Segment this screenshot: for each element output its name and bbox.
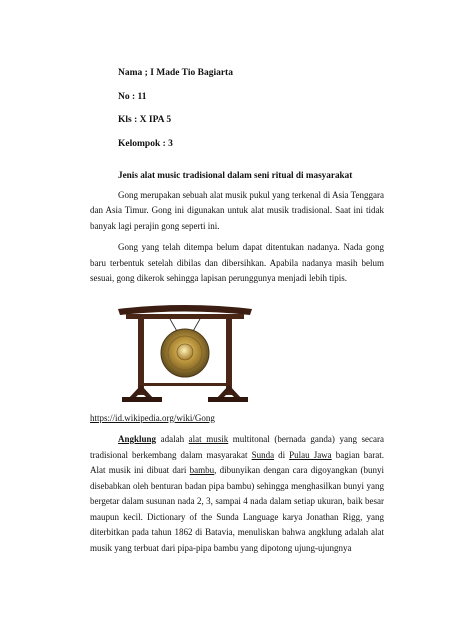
paragraph-angklung [90, 432, 384, 556]
text-segment: , dibunyikan dengan cara digoyangkan (bunyi disebabkan oleh benturan badan pipa bambu) sehingga menghasilkan bunyi yang bergetar dalam susunan nada 2, 3, sampai 4 nada dalam setiap ukuran, baik besar maupun kecil. Dictionary of the Sunda Language karya Jonathan Rigg, yang diterbitkan pada tahun 1862 di Batavia, menuliskan bahwa angklung adalah alat musik yang terbuat dari pipa-pipa bambu yang dipotong ujung-ujungnya [90, 465, 384, 553]
gong-on-stand-icon [110, 295, 260, 405]
student-number: No : 11 [118, 91, 147, 102]
source-link[interactable]: https://id.wikipedia.org/wiki/Gong [90, 412, 215, 423]
student-name: Nama ; I Made Tio Bagiarta [118, 68, 233, 78]
document-body [90, 66, 384, 562]
paragraph-gong-intro: Gong merupakan sebuah alat musik pukul yang terkenal di Asia Tenggara dan Asia Timur. Gong ini digunakan untuk alat musik tradisional. Saat ini tidak banyak lagi perajin gong seperti ini. [90, 189, 384, 231]
text-segment: bagian barat. Alat musik ini dibuat dari [90, 449, 384, 475]
link-bambu[interactable]: bambu [189, 465, 215, 475]
student-class: Kls : X IPA 5 [118, 115, 172, 125]
text-segment: adalah [156, 434, 189, 444]
gong-image [110, 295, 260, 405]
paragraph-gong-tuning: Gong yang telah ditempa belum dapat ditentukan nadanya. Nada gong baru terbentuk setelah dibilas dan dibersihkan. Apabila nadanya masih belum sesuai, gong dikerok sehingga lapisan perunggunya menjadi lebih tipis. [90, 242, 384, 283]
link-pulau-jawa[interactable]: Pulau Jawa [289, 449, 332, 460]
term-angklung[interactable]: Angklung [118, 434, 157, 444]
link-alat-musik[interactable]: alat musik [188, 434, 229, 444]
text-segment: di [274, 449, 290, 460]
student-group: Kelompok : 3 [118, 138, 173, 149]
text-segment: multitonal (bernada ganda) yang secara tradisional berkembang dalam masyarakat [90, 434, 384, 460]
link-sunda[interactable]: Sunda [251, 449, 275, 460]
section-title: Jenis alat music tradisional dalam seni ritual di masyarakat [118, 170, 353, 180]
